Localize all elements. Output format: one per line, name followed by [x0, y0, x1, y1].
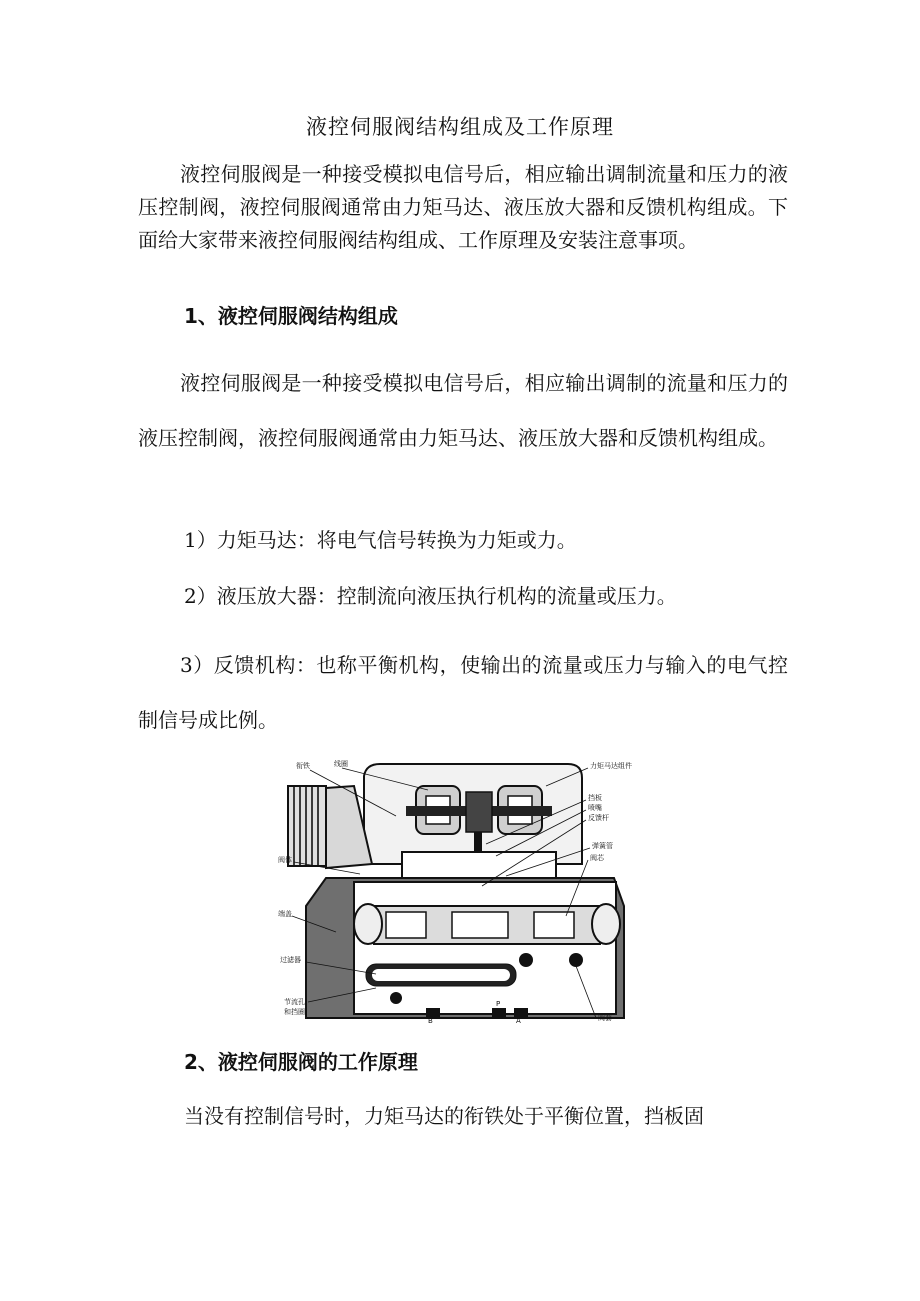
label-orifice-1: 节流孔: [284, 998, 305, 1006]
label-torque-motor: 力矩马达组件: [590, 762, 632, 770]
label-feedback-rod: 反馈杆: [588, 814, 609, 822]
label-coil: 线圈: [334, 760, 348, 768]
label-spool: 阀芯: [590, 854, 604, 862]
label-valve-body: 阀体: [278, 856, 292, 864]
list-item-feedback: 3）反馈机构：也称平衡机构，使输出的流量或压力与输入的电气控制信号成比例。: [138, 653, 788, 732]
label-filter: 过滤器: [280, 956, 301, 964]
label-port-p: P: [496, 1000, 501, 1008]
intro-paragraph: 液控伺服阀是一种接受模拟电信号后，相应输出调制流量和压力的液压控制阀，液控伺服阀通常由力矩马达、液压放大器和反馈机构组成。下面给大家带来液控伺服阀结构组成、工作原理及安装注意事项。: [138, 162, 788, 252]
section1-paragraph: 液控伺服阀是一种接受模拟电信号后，相应输出调制的流量和压力的液压控制阀，液控伺服阀通常由力矩马达、液压放大器和反馈机构组成。: [138, 371, 788, 450]
label-armature: 衔铁: [296, 762, 310, 770]
section1-heading: 1、液控伺服阀结构组成: [184, 304, 398, 328]
document-title: 液控伺服阀结构组成及工作原理: [306, 115, 614, 139]
servo-valve-diagram: [276, 756, 646, 1024]
servo-valve-svg: [276, 756, 646, 1024]
label-nozzle: 喷嘴: [588, 804, 602, 812]
label-sleeve: 阀套: [598, 1014, 612, 1022]
label-spring-tube: 弹簧管: [592, 842, 613, 850]
label-flapper: 挡板: [588, 794, 602, 802]
section2-heading: 2、液控伺服阀的工作原理: [184, 1050, 418, 1074]
label-port-a: A: [516, 1017, 521, 1024]
label-port-b: B: [428, 1017, 433, 1024]
list-item-torque-motor: 1）力矩马达：将电气信号转换为力矩或力。: [184, 528, 577, 552]
section2-paragraph: 当没有控制信号时，力矩马达的衔铁处于平衡位置，挡板固: [184, 1104, 704, 1128]
list-item-hydraulic-amplifier: 2）液压放大器：控制流向液压执行机构的流量或压力。: [184, 584, 677, 608]
label-end-cap: 端盖: [278, 910, 292, 918]
label-orifice-2: 和挡圈: [284, 1008, 305, 1016]
